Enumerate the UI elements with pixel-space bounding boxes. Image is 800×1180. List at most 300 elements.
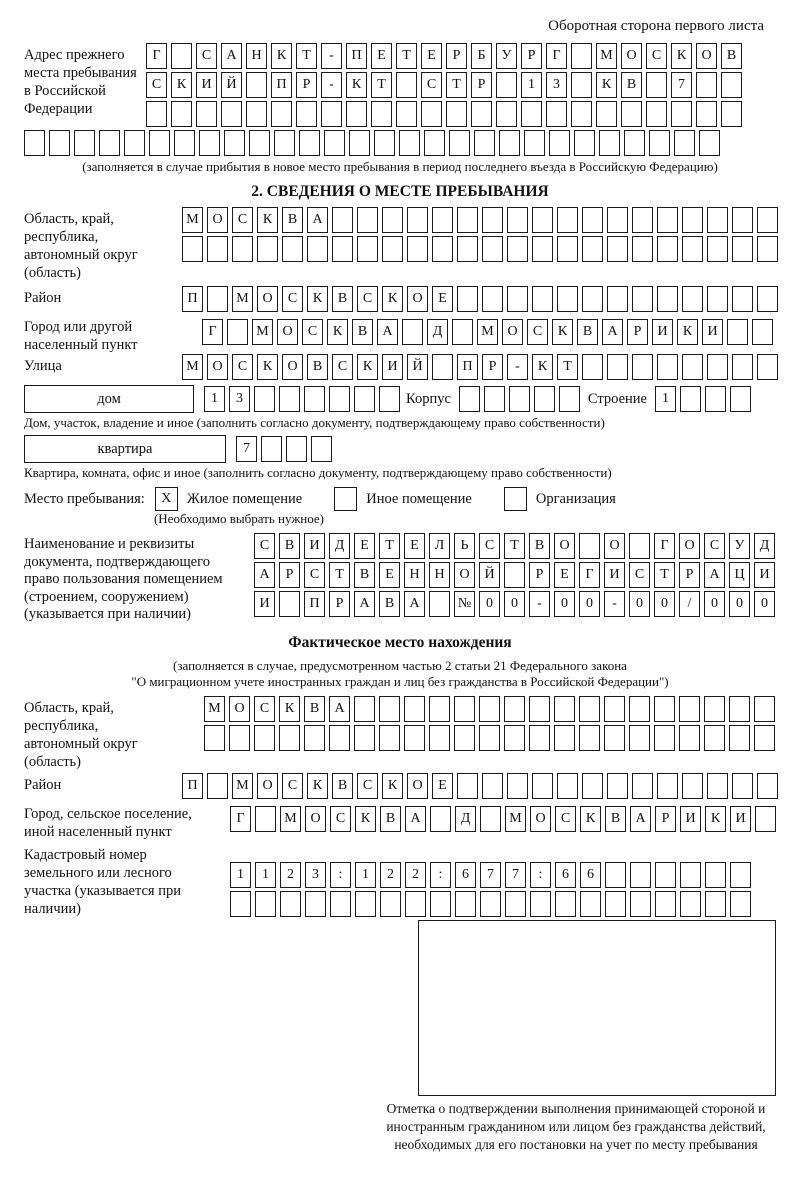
- char-cell[interactable]: -: [321, 43, 342, 69]
- char-cell[interactable]: И: [196, 72, 217, 98]
- char-cell[interactable]: [546, 101, 567, 127]
- char-cell[interactable]: [304, 725, 325, 751]
- char-cell[interactable]: О: [554, 533, 575, 559]
- char-cell[interactable]: В: [721, 43, 742, 69]
- char-cell[interactable]: [604, 696, 625, 722]
- char-cell[interactable]: Р: [521, 43, 542, 69]
- char-cell[interactable]: [704, 696, 725, 722]
- char-cell[interactable]: Т: [504, 533, 525, 559]
- char-cell[interactable]: [721, 72, 742, 98]
- char-cell[interactable]: [207, 286, 228, 312]
- char-cell[interactable]: А: [254, 562, 275, 588]
- char-cell[interactable]: :: [430, 862, 451, 888]
- char-cell[interactable]: А: [630, 806, 651, 832]
- char-cell[interactable]: [221, 101, 242, 127]
- char-cell[interactable]: К: [327, 319, 348, 345]
- char-cell[interactable]: Е: [554, 562, 575, 588]
- char-cell[interactable]: Й: [479, 562, 500, 588]
- char-cell[interactable]: 2: [380, 862, 401, 888]
- char-cell[interactable]: О: [257, 286, 278, 312]
- char-cell[interactable]: 7: [505, 862, 526, 888]
- char-cell[interactable]: 1: [521, 72, 542, 98]
- char-cell[interactable]: С: [479, 533, 500, 559]
- char-cell[interactable]: [674, 130, 695, 156]
- char-cell[interactable]: [429, 696, 450, 722]
- char-cell[interactable]: [507, 207, 528, 233]
- char-cell[interactable]: О: [305, 806, 326, 832]
- char-cell[interactable]: [571, 101, 592, 127]
- char-cell[interactable]: [484, 386, 505, 412]
- char-cell[interactable]: [529, 696, 550, 722]
- char-cell[interactable]: -: [529, 591, 550, 617]
- char-cell[interactable]: [757, 207, 778, 233]
- char-cell[interactable]: [454, 696, 475, 722]
- char-cell[interactable]: [454, 725, 475, 751]
- char-cell[interactable]: [399, 130, 420, 156]
- char-cell[interactable]: Р: [446, 43, 467, 69]
- char-cell[interactable]: [532, 236, 553, 262]
- char-cell[interactable]: [680, 862, 701, 888]
- char-cell[interactable]: [471, 101, 492, 127]
- char-cell[interactable]: [430, 891, 451, 917]
- char-cell[interactable]: К: [552, 319, 573, 345]
- char-cell[interactable]: [682, 773, 703, 799]
- char-cell[interactable]: В: [577, 319, 598, 345]
- char-cell[interactable]: [246, 101, 267, 127]
- char-cell[interactable]: [24, 130, 45, 156]
- char-cell[interactable]: Л: [429, 533, 450, 559]
- char-cell[interactable]: М: [232, 286, 253, 312]
- char-cell[interactable]: [296, 101, 317, 127]
- char-cell[interactable]: [507, 236, 528, 262]
- char-cell[interactable]: [532, 207, 553, 233]
- char-cell[interactable]: [254, 725, 275, 751]
- char-cell[interactable]: С: [304, 562, 325, 588]
- char-cell[interactable]: [324, 130, 345, 156]
- char-cell[interactable]: [654, 696, 675, 722]
- char-cell[interactable]: [507, 773, 528, 799]
- char-cell[interactable]: [452, 319, 473, 345]
- char-cell[interactable]: О: [604, 533, 625, 559]
- char-cell[interactable]: А: [602, 319, 623, 345]
- char-cell[interactable]: В: [332, 286, 353, 312]
- char-cell[interactable]: О: [277, 319, 298, 345]
- char-cell[interactable]: К: [357, 354, 378, 380]
- char-cell[interactable]: О: [502, 319, 523, 345]
- char-cell[interactable]: [707, 286, 728, 312]
- char-cell[interactable]: [655, 891, 676, 917]
- char-cell[interactable]: [682, 207, 703, 233]
- char-cell[interactable]: В: [279, 533, 300, 559]
- char-cell[interactable]: [607, 236, 628, 262]
- char-cell[interactable]: [657, 207, 678, 233]
- char-cell[interactable]: [696, 72, 717, 98]
- char-cell[interactable]: [382, 207, 403, 233]
- char-cell[interactable]: [346, 101, 367, 127]
- char-cell[interactable]: -: [321, 72, 342, 98]
- char-cell[interactable]: 0: [504, 591, 525, 617]
- char-cell[interactable]: [682, 236, 703, 262]
- char-cell[interactable]: [632, 354, 653, 380]
- char-cell[interactable]: [629, 725, 650, 751]
- char-cell[interactable]: [504, 725, 525, 751]
- char-cell[interactable]: [374, 130, 395, 156]
- char-cell[interactable]: К: [257, 207, 278, 233]
- char-cell[interactable]: [432, 354, 453, 380]
- char-cell[interactable]: [607, 354, 628, 380]
- char-cell[interactable]: [230, 891, 251, 917]
- char-cell[interactable]: [582, 773, 603, 799]
- char-cell[interactable]: Р: [679, 562, 700, 588]
- char-cell[interactable]: С: [254, 533, 275, 559]
- char-cell[interactable]: 7: [671, 72, 692, 98]
- char-cell[interactable]: 1: [204, 386, 225, 412]
- char-cell[interactable]: [404, 725, 425, 751]
- char-cell[interactable]: С: [646, 43, 667, 69]
- char-cell[interactable]: О: [696, 43, 717, 69]
- char-cell[interactable]: [579, 725, 600, 751]
- char-cell[interactable]: П: [271, 72, 292, 98]
- char-cell[interactable]: [396, 101, 417, 127]
- char-cell[interactable]: [557, 286, 578, 312]
- char-cell[interactable]: М: [280, 806, 301, 832]
- char-cell[interactable]: В: [304, 696, 325, 722]
- char-cell[interactable]: [507, 286, 528, 312]
- char-cell[interactable]: Т: [379, 533, 400, 559]
- char-cell[interactable]: Т: [654, 562, 675, 588]
- char-cell[interactable]: С: [232, 354, 253, 380]
- char-cell[interactable]: Й: [221, 72, 242, 98]
- char-cell[interactable]: О: [282, 354, 303, 380]
- char-cell[interactable]: [529, 725, 550, 751]
- char-cell[interactable]: [357, 207, 378, 233]
- char-cell[interactable]: О: [530, 806, 551, 832]
- char-cell[interactable]: Й: [407, 354, 428, 380]
- char-cell[interactable]: С: [330, 806, 351, 832]
- char-cell[interactable]: [271, 101, 292, 127]
- char-cell[interactable]: С: [196, 43, 217, 69]
- char-cell[interactable]: В: [354, 562, 375, 588]
- char-cell[interactable]: [254, 386, 275, 412]
- char-cell[interactable]: Г: [579, 562, 600, 588]
- char-cell[interactable]: [707, 354, 728, 380]
- char-cell[interactable]: [432, 207, 453, 233]
- char-cell[interactable]: К: [307, 286, 328, 312]
- char-cell[interactable]: Т: [329, 562, 350, 588]
- char-cell[interactable]: 2: [280, 862, 301, 888]
- char-cell[interactable]: [504, 696, 525, 722]
- char-cell[interactable]: Г: [202, 319, 223, 345]
- char-cell[interactable]: О: [407, 286, 428, 312]
- char-cell[interactable]: 0: [654, 591, 675, 617]
- char-cell[interactable]: [596, 101, 617, 127]
- char-cell[interactable]: К: [705, 806, 726, 832]
- char-cell[interactable]: :: [530, 862, 551, 888]
- char-cell[interactable]: [521, 101, 542, 127]
- char-cell[interactable]: [705, 386, 726, 412]
- char-cell[interactable]: 6: [455, 862, 476, 888]
- char-cell[interactable]: [532, 286, 553, 312]
- char-cell[interactable]: [580, 891, 601, 917]
- char-cell[interactable]: [379, 725, 400, 751]
- char-cell[interactable]: [629, 533, 650, 559]
- char-cell[interactable]: [679, 725, 700, 751]
- char-cell[interactable]: 3: [305, 862, 326, 888]
- char-cell[interactable]: Е: [432, 773, 453, 799]
- char-cell[interactable]: [504, 562, 525, 588]
- char-cell[interactable]: 0: [579, 591, 600, 617]
- char-cell[interactable]: [482, 236, 503, 262]
- char-cell[interactable]: [421, 101, 442, 127]
- char-cell[interactable]: [455, 891, 476, 917]
- char-cell[interactable]: И: [730, 806, 751, 832]
- char-cell[interactable]: [199, 130, 220, 156]
- char-cell[interactable]: Г: [654, 533, 675, 559]
- char-cell[interactable]: [729, 696, 750, 722]
- char-cell[interactable]: [654, 725, 675, 751]
- char-cell[interactable]: [704, 725, 725, 751]
- char-cell[interactable]: [354, 725, 375, 751]
- char-cell[interactable]: М: [477, 319, 498, 345]
- char-cell[interactable]: Ц: [729, 562, 750, 588]
- char-cell[interactable]: В: [332, 773, 353, 799]
- char-cell[interactable]: В: [379, 591, 400, 617]
- char-cell[interactable]: В: [282, 207, 303, 233]
- char-cell[interactable]: [499, 130, 520, 156]
- char-cell[interactable]: Е: [371, 43, 392, 69]
- char-cell[interactable]: [582, 354, 603, 380]
- char-cell[interactable]: К: [271, 43, 292, 69]
- char-cell[interactable]: И: [702, 319, 723, 345]
- char-cell[interactable]: [432, 236, 453, 262]
- char-cell[interactable]: Р: [471, 72, 492, 98]
- char-cell[interactable]: [732, 773, 753, 799]
- char-cell[interactable]: [227, 319, 248, 345]
- char-cell[interactable]: [430, 806, 451, 832]
- char-cell[interactable]: [257, 236, 278, 262]
- char-cell[interactable]: А: [221, 43, 242, 69]
- stay-type-checkbox-1[interactable]: [334, 487, 357, 511]
- char-cell[interactable]: В: [352, 319, 373, 345]
- char-cell[interactable]: [279, 591, 300, 617]
- char-cell[interactable]: [607, 773, 628, 799]
- char-cell[interactable]: [280, 891, 301, 917]
- char-cell[interactable]: [496, 101, 517, 127]
- char-cell[interactable]: [457, 236, 478, 262]
- char-cell[interactable]: К: [257, 354, 278, 380]
- char-cell[interactable]: [757, 236, 778, 262]
- char-cell[interactable]: [732, 207, 753, 233]
- char-cell[interactable]: [404, 696, 425, 722]
- char-cell[interactable]: [274, 130, 295, 156]
- char-cell[interactable]: [354, 386, 375, 412]
- char-cell[interactable]: И: [754, 562, 775, 588]
- char-cell[interactable]: 0: [729, 591, 750, 617]
- char-cell[interactable]: С: [282, 773, 303, 799]
- char-cell[interactable]: [679, 696, 700, 722]
- char-cell[interactable]: [534, 386, 555, 412]
- char-cell[interactable]: [171, 43, 192, 69]
- char-cell[interactable]: [459, 386, 480, 412]
- char-cell[interactable]: /: [679, 591, 700, 617]
- char-cell[interactable]: Г: [230, 806, 251, 832]
- char-cell[interactable]: И: [680, 806, 701, 832]
- char-cell[interactable]: [757, 773, 778, 799]
- char-cell[interactable]: И: [652, 319, 673, 345]
- char-cell[interactable]: В: [529, 533, 550, 559]
- char-cell[interactable]: [559, 386, 580, 412]
- char-cell[interactable]: [549, 130, 570, 156]
- char-cell[interactable]: [330, 891, 351, 917]
- char-cell[interactable]: [74, 130, 95, 156]
- char-cell[interactable]: И: [604, 562, 625, 588]
- char-cell[interactable]: [707, 207, 728, 233]
- char-cell[interactable]: Р: [296, 72, 317, 98]
- char-cell[interactable]: С: [704, 533, 725, 559]
- char-cell[interactable]: [732, 354, 753, 380]
- char-cell[interactable]: Д: [455, 806, 476, 832]
- char-cell[interactable]: [124, 130, 145, 156]
- char-cell[interactable]: О: [679, 533, 700, 559]
- char-cell[interactable]: Н: [404, 562, 425, 588]
- char-cell[interactable]: [721, 101, 742, 127]
- char-cell[interactable]: 1: [230, 862, 251, 888]
- char-cell[interactable]: [530, 891, 551, 917]
- char-cell[interactable]: [396, 72, 417, 98]
- char-cell[interactable]: [379, 386, 400, 412]
- char-cell[interactable]: К: [382, 773, 403, 799]
- char-cell[interactable]: [554, 725, 575, 751]
- char-cell[interactable]: [479, 696, 500, 722]
- char-cell[interactable]: О: [407, 773, 428, 799]
- char-cell[interactable]: [699, 130, 720, 156]
- char-cell[interactable]: [479, 725, 500, 751]
- char-cell[interactable]: В: [621, 72, 642, 98]
- char-cell[interactable]: [349, 130, 370, 156]
- char-cell[interactable]: [632, 773, 653, 799]
- char-cell[interactable]: [146, 101, 167, 127]
- char-cell[interactable]: [457, 773, 478, 799]
- char-cell[interactable]: [557, 236, 578, 262]
- char-cell[interactable]: М: [505, 806, 526, 832]
- char-cell[interactable]: [171, 101, 192, 127]
- char-cell[interactable]: А: [354, 591, 375, 617]
- char-cell[interactable]: К: [355, 806, 376, 832]
- char-cell[interactable]: [557, 207, 578, 233]
- char-cell[interactable]: К: [307, 773, 328, 799]
- char-cell[interactable]: [555, 891, 576, 917]
- char-cell[interactable]: И: [254, 591, 275, 617]
- char-cell[interactable]: [329, 725, 350, 751]
- char-cell[interactable]: Е: [421, 43, 442, 69]
- char-cell[interactable]: [680, 386, 701, 412]
- char-cell[interactable]: [730, 891, 751, 917]
- char-cell[interactable]: [329, 386, 350, 412]
- char-cell[interactable]: [729, 725, 750, 751]
- char-cell[interactable]: [299, 130, 320, 156]
- char-cell[interactable]: Г: [146, 43, 167, 69]
- char-cell[interactable]: Т: [446, 72, 467, 98]
- char-cell[interactable]: А: [377, 319, 398, 345]
- char-cell[interactable]: [696, 101, 717, 127]
- char-cell[interactable]: [474, 130, 495, 156]
- char-cell[interactable]: П: [457, 354, 478, 380]
- char-cell[interactable]: Т: [296, 43, 317, 69]
- char-cell[interactable]: [505, 891, 526, 917]
- char-cell[interactable]: [229, 725, 250, 751]
- char-cell[interactable]: [630, 862, 651, 888]
- char-cell[interactable]: [671, 101, 692, 127]
- char-cell[interactable]: [730, 862, 751, 888]
- char-cell[interactable]: [174, 130, 195, 156]
- char-cell[interactable]: [382, 236, 403, 262]
- char-cell[interactable]: [407, 207, 428, 233]
- char-cell[interactable]: О: [621, 43, 642, 69]
- char-cell[interactable]: [557, 773, 578, 799]
- char-cell[interactable]: А: [307, 207, 328, 233]
- char-cell[interactable]: О: [229, 696, 250, 722]
- char-cell[interactable]: 0: [479, 591, 500, 617]
- char-cell[interactable]: [482, 773, 503, 799]
- char-cell[interactable]: [607, 286, 628, 312]
- char-cell[interactable]: [632, 236, 653, 262]
- char-cell[interactable]: [605, 862, 626, 888]
- char-cell[interactable]: [232, 236, 253, 262]
- char-cell[interactable]: [196, 101, 217, 127]
- char-cell[interactable]: Т: [557, 354, 578, 380]
- char-cell[interactable]: К: [677, 319, 698, 345]
- char-cell[interactable]: [571, 72, 592, 98]
- char-cell[interactable]: Т: [371, 72, 392, 98]
- char-cell[interactable]: [582, 207, 603, 233]
- char-cell[interactable]: [554, 696, 575, 722]
- char-cell[interactable]: Р: [279, 562, 300, 588]
- char-cell[interactable]: [705, 891, 726, 917]
- char-cell[interactable]: [754, 696, 775, 722]
- char-cell[interactable]: А: [704, 562, 725, 588]
- char-cell[interactable]: [496, 72, 517, 98]
- char-cell[interactable]: [727, 319, 748, 345]
- char-cell[interactable]: У: [496, 43, 517, 69]
- char-cell[interactable]: [357, 236, 378, 262]
- char-cell[interactable]: А: [404, 591, 425, 617]
- char-cell[interactable]: [371, 101, 392, 127]
- char-cell[interactable]: [99, 130, 120, 156]
- char-cell[interactable]: [449, 130, 470, 156]
- char-cell[interactable]: Д: [754, 533, 775, 559]
- char-cell[interactable]: И: [382, 354, 403, 380]
- char-cell[interactable]: Р: [627, 319, 648, 345]
- char-cell[interactable]: :: [330, 862, 351, 888]
- char-cell[interactable]: [321, 101, 342, 127]
- char-cell[interactable]: С: [232, 207, 253, 233]
- char-cell[interactable]: [607, 207, 628, 233]
- char-cell[interactable]: [646, 101, 667, 127]
- char-cell[interactable]: А: [405, 806, 426, 832]
- char-cell[interactable]: [574, 130, 595, 156]
- char-cell[interactable]: [732, 286, 753, 312]
- char-cell[interactable]: [457, 207, 478, 233]
- char-cell[interactable]: П: [182, 286, 203, 312]
- char-cell[interactable]: 1: [255, 862, 276, 888]
- char-cell[interactable]: 6: [555, 862, 576, 888]
- char-cell[interactable]: [630, 891, 651, 917]
- char-cell[interactable]: Т: [396, 43, 417, 69]
- char-cell[interactable]: [629, 696, 650, 722]
- char-cell[interactable]: [657, 286, 678, 312]
- char-cell[interactable]: [304, 386, 325, 412]
- char-cell[interactable]: [657, 354, 678, 380]
